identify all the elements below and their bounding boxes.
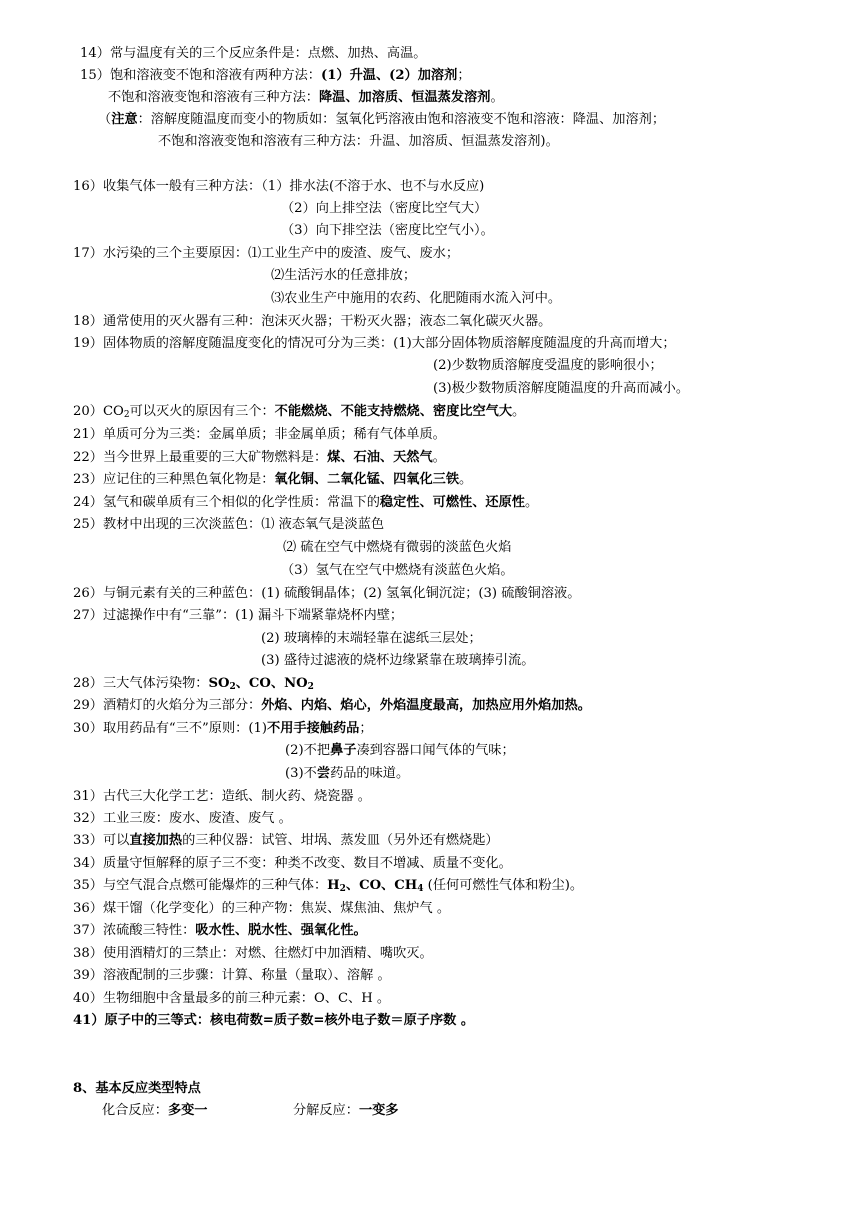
reaction-combination bbox=[102, 1102, 208, 1120]
item-26-text: 26）与铜元素有关的三种蓝色：(1) 硫酸铜晶体；(2) 氢氧化铜沉淀；(3) 硫酸铜溶液。 bbox=[73, 586, 581, 601]
item-15b-text: 不饱和溶液变饱和溶液有三种方法： bbox=[108, 90, 319, 105]
item-15-bold: (1）升温、(2）加溶剂 bbox=[320, 68, 458, 83]
item-17-text: 17）水污染的三个主要原因：⑴工业生产中的废渣、废气、废水； bbox=[73, 246, 460, 261]
item-16-line2 bbox=[281, 200, 487, 218]
item-16c-text: （3）向下排空法（密度比空气小）。 bbox=[281, 223, 494, 238]
item-19-line2 bbox=[433, 357, 663, 375]
item-27-text: 27）过滤操作中有“三靠”：(1) 漏斗下端紧靠烧杯内壁； bbox=[73, 608, 404, 623]
item-35-text: 35）与空气混合点燃可能爆炸的三种气体： bbox=[73, 878, 328, 893]
item-30-post: ； bbox=[359, 721, 373, 736]
item-30c-bold: 尝 bbox=[316, 766, 331, 781]
item-37-bold: 吸水性、脱水性、强氧化性。 bbox=[195, 923, 367, 938]
combination-value: 多变一 bbox=[167, 1103, 208, 1118]
item-17b-text: ⑵生活污水的任意排放； bbox=[271, 268, 417, 283]
item-23-text: 23）应记住的三种黑色氧化物是： bbox=[73, 472, 275, 487]
item-35-sub-b: 4 bbox=[417, 884, 424, 894]
item-15b-bold: 降温、加溶质、恒温蒸发溶剂 bbox=[319, 90, 491, 105]
item-41-bold: 41）原子中的三等式：核电荷数=质子数=核外电子数＝原子序数 。 bbox=[73, 1013, 475, 1028]
item-27-line3 bbox=[261, 652, 534, 670]
item-24-post: 。 bbox=[524, 495, 539, 510]
item-19-line1 bbox=[73, 335, 676, 353]
item-31 bbox=[73, 788, 371, 806]
item-25c-text: （3）氢气在空气中燃烧有淡蓝色火焰。 bbox=[281, 563, 514, 578]
item-15-line1 bbox=[80, 67, 471, 85]
item-20 bbox=[73, 403, 525, 421]
item-27c-text: (3) 盛待过滤液的烧杯边缘紧靠在玻璃捧引流。 bbox=[261, 653, 535, 668]
item-35-bold-b: 、CO、CH bbox=[345, 878, 418, 893]
item-28-sub-a: 2 bbox=[229, 682, 236, 692]
item-28-bold-b: 、CO、NO bbox=[235, 676, 308, 691]
item-15-post: ； bbox=[457, 68, 471, 83]
item-32 bbox=[73, 810, 292, 828]
item-33-bold: 直接加热 bbox=[129, 833, 183, 848]
item-17c-text: ⑶农业生产中施用的农药、化肥随雨水流入河中。 bbox=[271, 291, 562, 306]
item-18 bbox=[73, 313, 551, 331]
item-15b-post: 。 bbox=[490, 90, 504, 105]
item-15-line2 bbox=[108, 89, 504, 107]
item-20-sub: 2 bbox=[123, 410, 130, 420]
item-21-text: 21）单质可分为三类：金属单质；非金属单质；稀有气体单质。 bbox=[73, 427, 446, 442]
decomposition-label: 分解反应： bbox=[293, 1103, 359, 1118]
item-38-text: 38）使用酒精灯的三禁止：对燃、往燃灯中加酒精、嘴吹灭。 bbox=[73, 946, 433, 961]
item-35 bbox=[73, 877, 583, 895]
item-30b-bold: 鼻子 bbox=[330, 743, 357, 758]
item-30-bold: 不用手接触药品 bbox=[267, 721, 360, 736]
item-29-text: 29）酒精灯的火焰分为三部分： bbox=[73, 698, 262, 713]
item-39 bbox=[73, 967, 391, 985]
item-30-line2 bbox=[285, 742, 515, 760]
item-30c-post: 药品的味道。 bbox=[330, 766, 410, 781]
item-37 bbox=[73, 922, 367, 940]
item-25-line1 bbox=[73, 516, 384, 534]
item-30b-post: 凑到容器口闻气体的气味； bbox=[356, 743, 515, 758]
item-29-bold: 外焰、内焰、焰心，外焰温度最高，加热应用外焰加热。 bbox=[261, 698, 591, 713]
section-8-heading bbox=[73, 1080, 201, 1098]
item-20-mid: 可以灭火的原因有三个： bbox=[129, 404, 275, 419]
item-25-text: 25）教材中出现的三次淡蓝色：⑴ 液态氧气是淡蓝色 bbox=[73, 517, 385, 532]
item-15-note-cont bbox=[158, 133, 559, 151]
note-label: 注意 bbox=[111, 112, 138, 127]
item-35-post: (任何可燃性气体和粉尘)。 bbox=[423, 878, 584, 893]
item-34 bbox=[73, 855, 512, 873]
item-26 bbox=[73, 585, 580, 603]
item-28-sub-b: 2 bbox=[307, 682, 314, 692]
item-24-text: 24）氢气和碳单质有三个相似的化学性质：常温下的 bbox=[73, 495, 380, 510]
note-cont-text: 不饱和溶液变饱和溶液有三种方法：升温、加溶质、恒温蒸发溶剂)。 bbox=[158, 134, 559, 149]
item-28 bbox=[73, 675, 314, 693]
item-36-text: 36）煤干馏（化学变化）的三种产物：焦炭、煤焦油、焦炉气 。 bbox=[73, 901, 451, 916]
item-19-line3 bbox=[433, 380, 689, 398]
item-39-text: 39）溶液配制的三步骤：计算、称量（量取）、溶解 。 bbox=[73, 968, 391, 983]
item-30-line3 bbox=[285, 765, 409, 783]
item-30c-text: (3)不 bbox=[285, 766, 317, 781]
item-38 bbox=[73, 945, 433, 963]
item-34-text: 34）质量守恒解释的原子三不变：种类不改变、数目不增减、质量不变化。 bbox=[73, 856, 512, 871]
item-15-note bbox=[98, 111, 665, 129]
item-19-text: 19）固体物质的溶解度随温度变化的情况可分为三类：(1)大部分固体物质溶解度随温度的升高而增大； bbox=[73, 336, 676, 351]
item-31-text: 31）古代三大化学工艺：造纸、制火药、烧瓷器 。 bbox=[73, 789, 371, 804]
item-24 bbox=[73, 494, 538, 512]
item-22-bold: 煤、石油、天然气 bbox=[327, 450, 433, 465]
item-28-text: 28）三大气体污染物： bbox=[73, 676, 209, 691]
item-17-line1 bbox=[73, 245, 459, 263]
reaction-decomposition bbox=[293, 1102, 399, 1120]
item-20-post: 。 bbox=[512, 404, 526, 419]
item-17-line2 bbox=[271, 267, 416, 285]
item-25-line2 bbox=[283, 539, 511, 557]
item-30b-text: (2)不把 bbox=[285, 743, 331, 758]
item-14-text: 14）常与温度有关的三个反应条件是：点燃、加热、高温。 bbox=[80, 46, 427, 61]
item-27b-text: (2) 玻璃棒的末端轻靠在滤纸三层处； bbox=[261, 631, 482, 646]
item-33-post: 的三种仪器：试管、坩埚、蒸发皿（另外还有燃烧匙） bbox=[182, 833, 499, 848]
item-29 bbox=[73, 697, 591, 715]
item-16-line1 bbox=[73, 178, 484, 196]
item-33 bbox=[73, 832, 499, 850]
item-17-line3 bbox=[271, 290, 561, 308]
item-19c-text: (3)极少数物质溶解度随温度的升高而减小。 bbox=[433, 381, 690, 396]
item-18-text: 18）通常使用的灭火器有三种：泡沫灭火器；干粉灭火器；液态二氧化碳灭火器。 bbox=[73, 314, 552, 329]
item-36 bbox=[73, 900, 450, 918]
item-19b-text: (2)少数物质溶解度受温度的影响很小； bbox=[433, 358, 663, 373]
item-33-text: 33）可以 bbox=[73, 833, 130, 848]
item-35-bold-a: H bbox=[327, 878, 340, 893]
item-22-post: 。 bbox=[432, 450, 446, 465]
item-16-text: 16）收集气体一般有三种方法：（1）排水法(不溶于水、也不与水反应) bbox=[73, 179, 485, 194]
section-8-title: 8、基本反应类型特点 bbox=[73, 1081, 201, 1096]
item-23-post: 。 bbox=[459, 472, 473, 487]
item-20-bold: 不能燃烧、不能支持燃烧、密度比空气大 bbox=[274, 404, 513, 419]
item-30-text: 30）取用药品有“三不”原则：(1) bbox=[73, 721, 268, 736]
item-32-text: 32）工业三废：废水、废渣、废气 。 bbox=[73, 811, 292, 826]
item-22 bbox=[73, 449, 446, 467]
item-24-bold: 稳定性、可燃性、还原性 bbox=[379, 495, 525, 510]
item-40-text: 40）生物细胞中含量最多的前三种元素：O、C、H 。 bbox=[73, 991, 391, 1006]
item-27-line2 bbox=[261, 630, 482, 648]
combination-label: 化合反应： bbox=[102, 1103, 168, 1118]
item-35-sub-a: 2 bbox=[339, 884, 346, 894]
item-27-line1 bbox=[73, 607, 403, 625]
note-text: ：溶解度随温度而变小的物质如：氢氧化钙溶液由饱和溶液变不饱和溶液：降温、加溶剂； bbox=[137, 112, 666, 127]
item-25-line3 bbox=[281, 562, 514, 580]
item-21 bbox=[73, 426, 446, 444]
item-22-text: 22）当今世界上最重要的三大矿物燃料是： bbox=[73, 450, 328, 465]
item-25b-text: ⑵ 硫在空气中燃烧有微弱的淡蓝色火焰 bbox=[283, 540, 512, 555]
item-16b-text: （2）向上排空法（密度比空气大） bbox=[281, 201, 488, 216]
item-30-line1 bbox=[73, 720, 373, 738]
decomposition-value: 一变多 bbox=[358, 1103, 399, 1118]
item-16-line3 bbox=[281, 222, 494, 240]
item-15-text: 15）饱和溶液变不饱和溶液有两种方法： bbox=[80, 68, 321, 83]
item-20-text: 20）CO bbox=[73, 404, 124, 419]
item-41 bbox=[73, 1012, 474, 1030]
item-40 bbox=[73, 990, 390, 1008]
item-37-text: 37）浓硫酸三特性： bbox=[73, 923, 196, 938]
item-14 bbox=[80, 45, 426, 63]
item-28-bold-a: SO bbox=[208, 676, 230, 691]
note-open: （ bbox=[98, 112, 112, 127]
item-23-bold: 氧化铜、二氧化锰、四氧化三铁 bbox=[274, 472, 460, 487]
item-23 bbox=[73, 471, 472, 489]
